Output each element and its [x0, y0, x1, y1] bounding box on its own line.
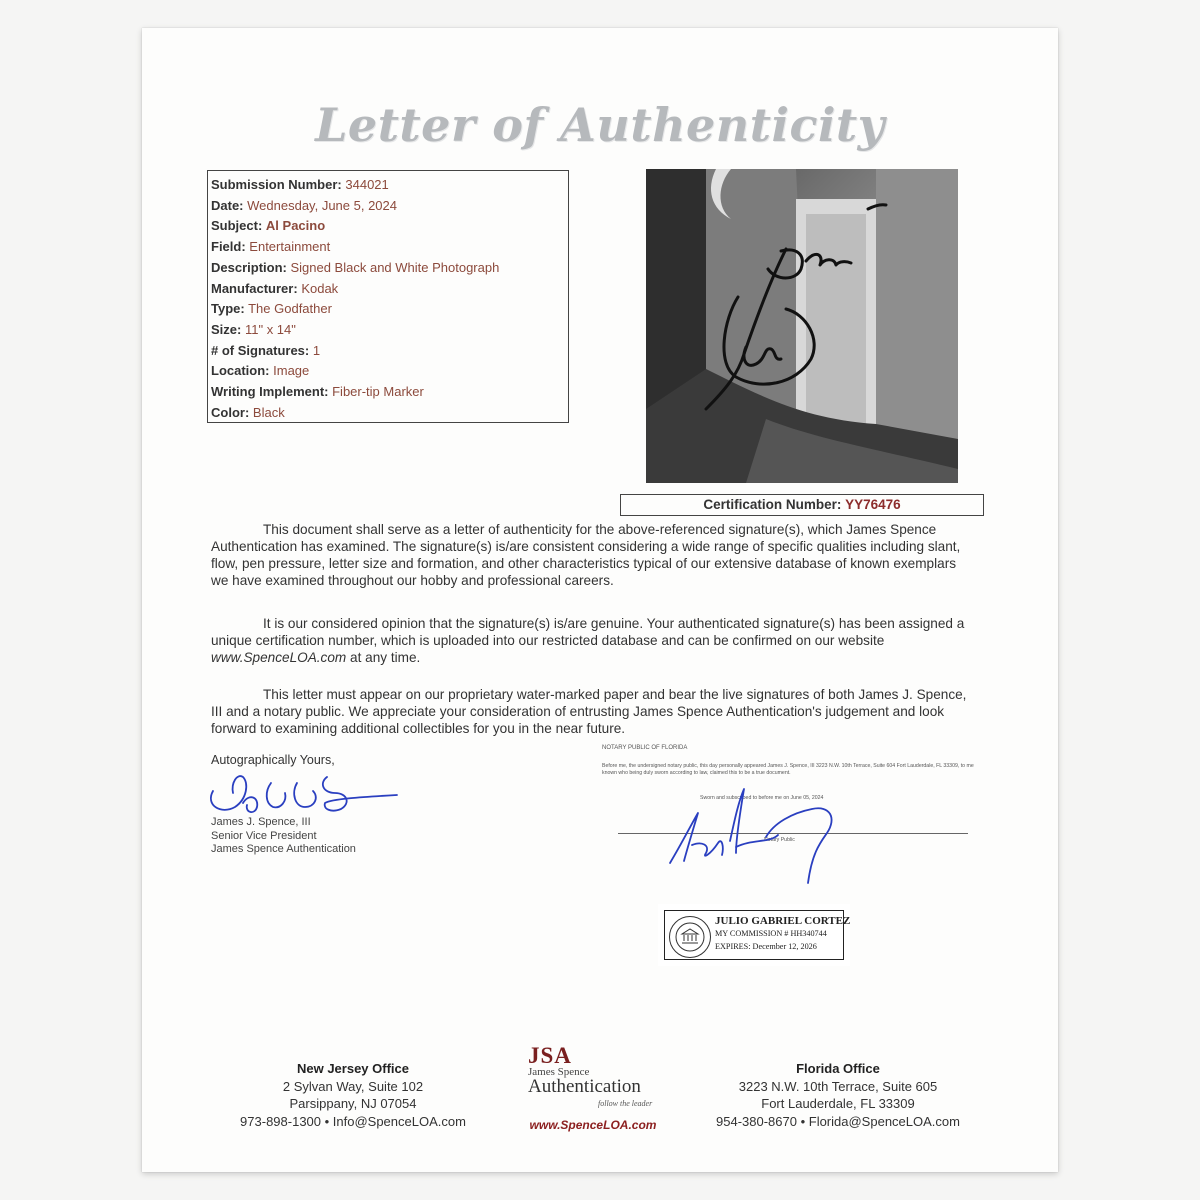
jsa-mark: JSA	[528, 1043, 572, 1068]
detail-row: Color: Black	[211, 404, 285, 420]
detail-row: Description: Signed Black and White Photograph	[211, 259, 500, 275]
signed-photo-image	[646, 169, 958, 483]
stamp-expires: EXPIRES: December 12, 2026	[715, 942, 817, 951]
stamp-commission: MY COMMISSION # HH340744	[715, 929, 827, 938]
notary-seal-icon	[669, 916, 711, 958]
detail-row: Type: The Godfather	[211, 301, 332, 317]
detail-row: Field: Entertainment	[211, 239, 331, 255]
signer-name: James J. Spence, III	[211, 816, 311, 828]
signer-company: James Spence Authentication	[211, 843, 356, 855]
jsa-tagline: follow the leader	[598, 1099, 653, 1108]
details-box	[207, 170, 569, 423]
nj-office-contact[interactable]: 973-898-1300 • Info@SpenceLOA.com	[240, 1113, 466, 1129]
detail-row: Size: 11" x 14"	[211, 321, 296, 337]
jsa-line2: Authentication	[528, 1076, 641, 1097]
paragraph-opinion: It is our considered opinion that the signature(s) is/are genuine. Your authenticated signature(s) has been assigned a unique certification number, which is uploaded into our restricted database and can be confirmed on our website www.SpenceLOA.com at any time.	[211, 616, 965, 665]
notary-sworn: Sworn and subscribed to before me on June 05, 2024	[700, 795, 824, 801]
spence-signature	[201, 763, 401, 819]
detail-row: Date: Wednesday, June 5, 2024	[211, 197, 397, 213]
paragraph-requirements: This letter must appear on our proprietary water-marked paper and bear the live signatures of both James J. Spence, III and a notary public. We appreciate your consideration of entrusting James Spence Authentication's judgement and look forward to examining additional collectibles for you in the near future.	[211, 687, 967, 736]
jsa-line1: James Spence	[528, 1066, 590, 1078]
fl-office-contact[interactable]: 954-380-8670 • Florida@SpenceLOA.com	[716, 1113, 960, 1129]
fl-office-address1: 3223 N.W. 10th Terrace, Suite 605	[738, 1078, 938, 1094]
detail-row: Subject: Al Pacino	[211, 218, 326, 234]
detail-row: Location: Image	[211, 363, 310, 379]
nj-office-heading: New Jersey Office	[296, 1061, 409, 1076]
notary-signature	[662, 783, 862, 893]
nj-office	[240, 1060, 466, 1130]
signer-details	[211, 816, 356, 857]
notary-stamp	[658, 904, 850, 966]
notary-caption: Notary Public	[764, 837, 795, 843]
stamp-name: JULIO GABRIEL CORTEZ	[715, 915, 851, 927]
detail-row: # of Signatures: 1	[211, 342, 321, 358]
detail-row: Writing Implement: Fiber-tip Marker	[211, 384, 424, 400]
fl-office-heading: Florida Office	[796, 1061, 880, 1076]
detail-row: Manufacturer: Kodak	[211, 280, 339, 296]
closing-text: Autographically Yours,	[211, 753, 335, 767]
paragraph-examination: This document shall serve as a letter of authenticity for the above-referenced signature(s), which James Spence Authentication has examined. The signature(s) is/are consistent considering a wide range of specific qualities including slant, flow, pen pressure, letter size and formation, and other characteristics typical of our extensive database of known exemplars we have examined throughout our hobby and professional careers.	[211, 522, 961, 588]
signer-position: Senior Vice President	[211, 829, 317, 842]
detail-row: Submission Number: 344021	[211, 177, 389, 192]
signer-block	[211, 753, 471, 855]
document-title: Letter of Authenticity	[315, 98, 885, 152]
fl-office	[700, 1060, 976, 1130]
nj-office-address2: Parsippany, NJ 07054	[289, 1096, 417, 1111]
nj-office-address1: 2 Sylvan Way, Suite 102	[282, 1078, 424, 1094]
notary-block	[602, 745, 982, 843]
fl-office-address2: Fort Lauderdale, FL 33309	[761, 1096, 915, 1111]
jsa-url-link[interactable]: www.SpenceLOA.com	[529, 1118, 657, 1132]
jsa-logo	[508, 1038, 678, 1138]
notary-statement: Before me, the undersigned notary public, this day personally appeared James J. Spence, III 3223 N.W. 10th Terrace, Suite 604 Fort Lauderdale, FL 33309, to me known who being duly sworn according to law, claimed this to be a true document.	[602, 763, 974, 776]
certification-number-box: Certification Number: YY76476	[620, 494, 984, 516]
autograph-photo	[646, 169, 958, 483]
website-link[interactable]: www.SpenceLOA.com	[211, 650, 347, 665]
notary-header: NOTARY PUBLIC OF FLORIDA	[602, 745, 688, 751]
